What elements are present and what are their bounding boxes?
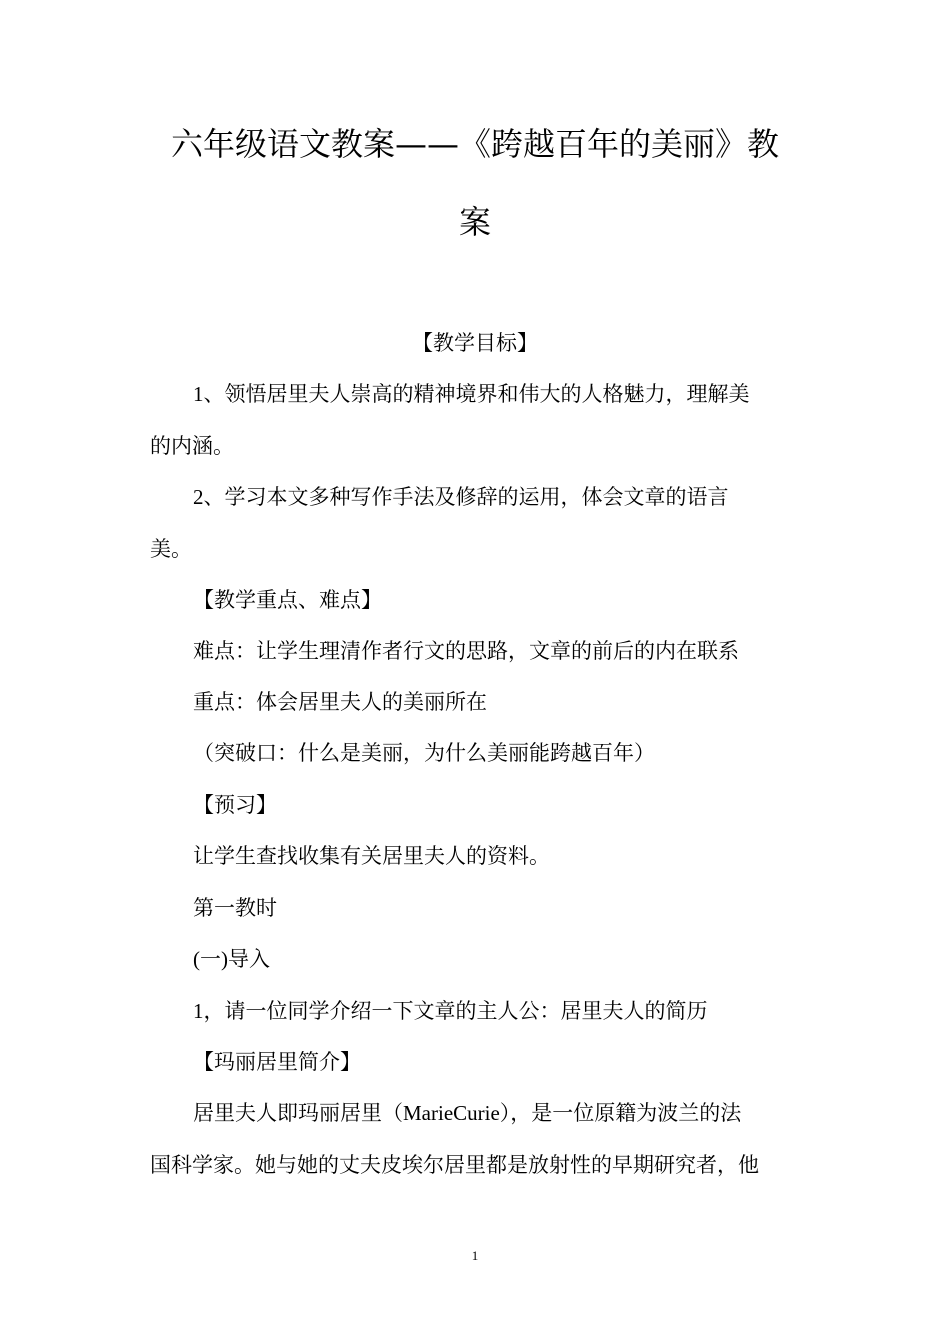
bio-heading: 【玛丽居里简介】 [193,1050,361,1074]
preview-heading: 【预习】 [193,793,277,817]
objective-1-line-2: 的内涵。 [150,434,234,458]
breakthrough-paragraph: （突破口：什么是美丽，为什么美丽能跨越百年） [193,741,655,765]
bio-paragraph-line-1: 居里夫人即玛丽居里（MarieCurie），是一位原籍为波兰的法 [193,1101,742,1125]
preview-paragraph: 让学生查找收集有关居里夫人的资料。 [193,844,550,868]
bio-paragraph-line-2: 国科学家。她与她的丈夫皮埃尔居里都是放射性的早期研究者，他 [150,1153,759,1177]
document-title-line-1: 六年级语文教案——《跨越百年的美丽》教 [170,125,779,163]
step-1-paragraph: 1，请一位同学介绍一下文章的主人公：居里夫人的简历 [193,999,708,1023]
key-point-paragraph: 重点：体会居里夫人的美丽所在 [193,690,487,714]
intro-heading: (一)导入 [193,947,270,971]
difficulty-paragraph: 难点：让学生理清作者行文的思路，文章的前后的内在联系 [193,639,739,663]
document-title-line-2: 案 [458,203,491,241]
objectives-heading: 【教学目标】 [412,331,538,355]
first-lesson-heading: 第一教时 [193,896,277,920]
objective-1-line-1: 1、领悟居里夫人崇高的精神境界和伟大的人格魅力，理解美 [193,382,750,406]
objective-2-line-2: 美。 [150,537,192,561]
page-number: 1 [471,1248,479,1263]
objective-2-line-1: 2、学习本文多种写作手法及修辞的运用，体会文章的语言 [193,485,729,509]
key-points-heading: 【教学重点、难点】 [193,588,382,612]
